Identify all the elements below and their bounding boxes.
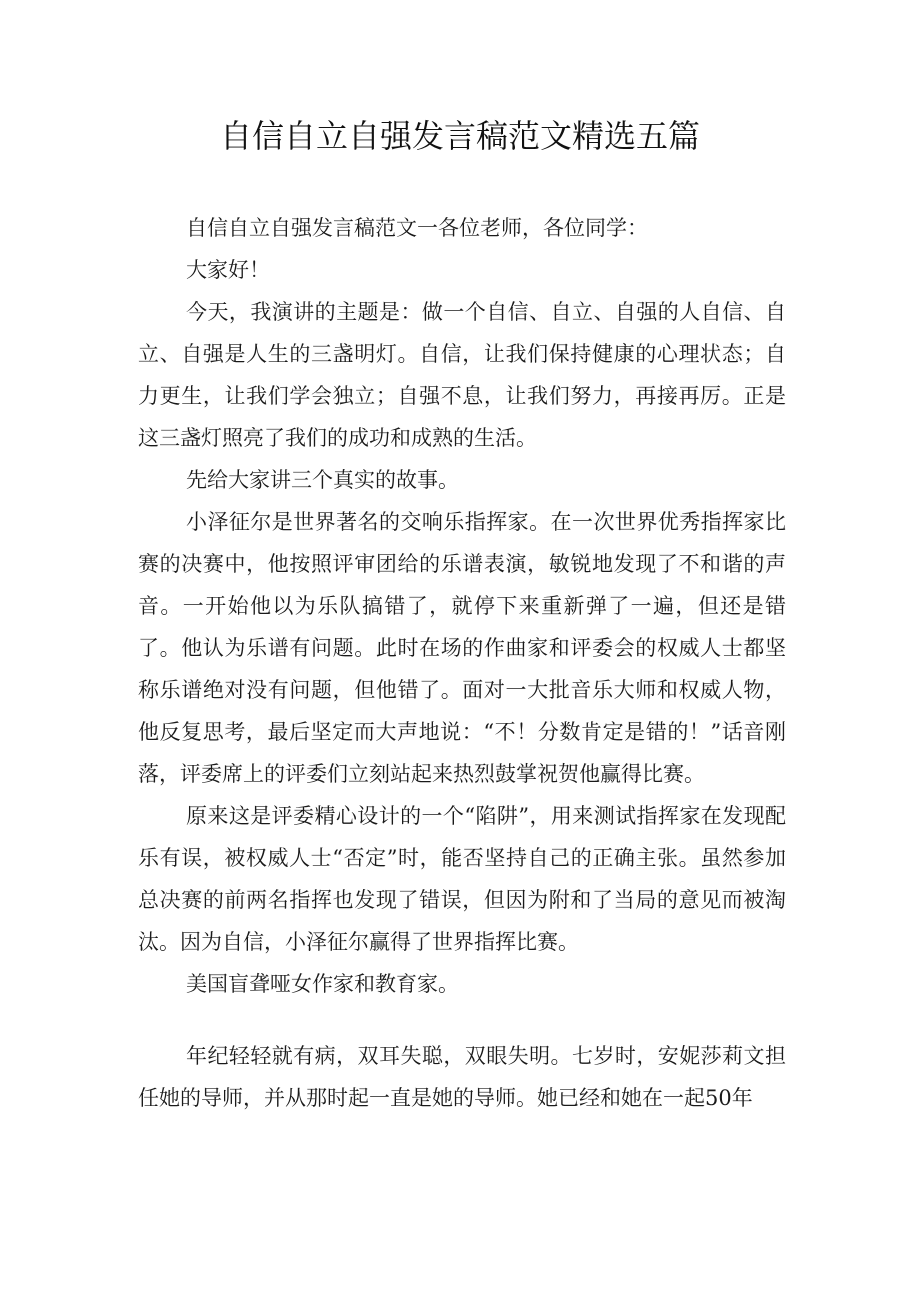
paragraph-trap: 原来这是评委精心设计的一个“陷阱”，用来测试指挥家在发现配乐有误，被权威人士“否定”时，能否坚持自己的正确主张。虽然参加总决赛的前两名指挥也发现了错误，但因为附和了当局的意见而被淘汰。因为自信，小泽征尔赢得了世界指挥比赛。 xyxy=(138,804,786,954)
paragraph-keller-intro: 美国盲聋哑女作家和教育家。 xyxy=(186,972,459,996)
document-body xyxy=(138,207,786,1119)
paragraph-spacer xyxy=(138,1005,786,1035)
paragraph-greeting: 自信自立自强发言稿范文一各位老师，各位同学： xyxy=(186,216,648,240)
paragraph-keller-story: 年纪轻轻就有病，双耳失聪，双眼失明。七岁时，安妮莎莉文担任她的导师，并从那时起一直是她的导师。她已经和她在一起50年 xyxy=(138,1044,786,1110)
document-title: 自信自立自强发言稿范文精选五篇 xyxy=(219,117,700,155)
paragraph-ozawa-story: 小泽征尔是世界著名的交响乐指挥家。在一次世界优秀指挥家比赛的决赛中，他按照评审团给的乐谱表演，敏锐地发现了不和谐的声音。一开始他以为乐队搞错了，就停下来重新弹了一遍，但还是错了。他认为乐谱有问题。此时在场的作曲家和评委会的权威人士都坚称乐谱绝对没有问题，但他错了。面对一大批音乐大师和权威人物，他反复思考，最后坚定而大声地说：“不！分数肯定是错的！”话音刚落，评委席上的评委们立刻站起来热烈鼓掌祝贺他赢得比赛。 xyxy=(138,510,786,786)
paragraph-stories-intro: 先给大家讲三个真实的故事。 xyxy=(186,468,459,492)
paragraph-hello: 大家好！ xyxy=(186,258,270,282)
paragraph-theme: 今天，我演讲的主题是：做一个自信、自立、自强的人自信、自立、自强是人生的三盏明灯。自信，让我们保持健康的心理状态；自力更生，让我们学会独立；自强不息，让我们努力，再接再厉。正是这三盏灯照亮了我们的成功和成熟的生活。 xyxy=(138,300,786,450)
